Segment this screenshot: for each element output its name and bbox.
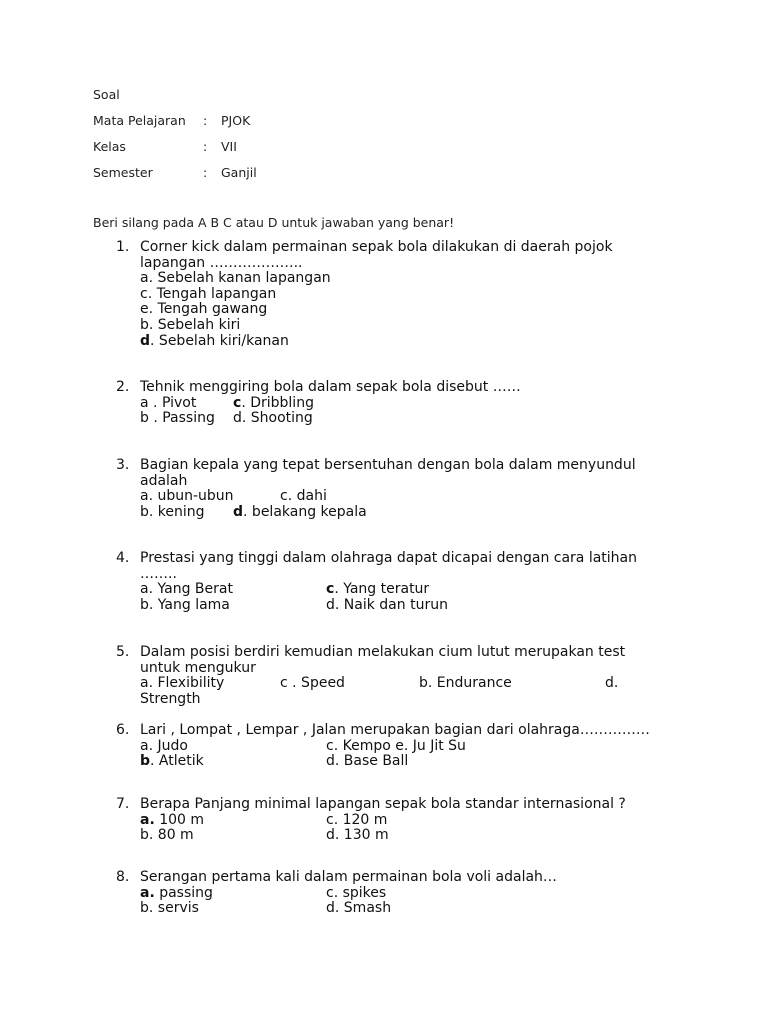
option-c: c. Yang teratur — [326, 581, 430, 598]
field-label: Semester — [93, 165, 153, 180]
option-a: a. Flexibility — [140, 675, 225, 692]
field-label: Mata Pelajaran — [93, 113, 186, 128]
option-e: e. Tengah gawang — [140, 301, 268, 318]
option-c: c. Tengah lapangan — [140, 285, 277, 302]
option-d: d. Shooting — [233, 410, 313, 427]
option-row — [140, 676, 660, 692]
option-row — [140, 813, 660, 829]
option-d: d. Naik dan turun — [326, 596, 448, 613]
option-row — [140, 396, 660, 412]
option-c: c. dahi — [280, 488, 327, 505]
option-b: b. kening — [140, 503, 205, 520]
option-d: d. Sebelah kiri/kanan — [140, 332, 289, 349]
option-row — [140, 754, 660, 770]
question-text: Serangan pertama kali dalam permainan bola voli adalah… — [140, 869, 557, 885]
option-row — [140, 828, 660, 844]
instruction-text: Beri silang pada A B C atau D untuk jawaban yang benar! — [93, 215, 455, 230]
question-number: 5. — [116, 644, 130, 660]
question-text: Dalam posisi berdiri kemudian melakukan cium lutut merupakan test untuk mengukur — [140, 644, 626, 676]
option-b: b . Passing — [140, 410, 215, 427]
question-number: 7. — [116, 796, 130, 812]
option-c: c . Speed — [280, 675, 345, 692]
field-label: Kelas — [93, 139, 126, 154]
field-value: Ganjil — [221, 165, 257, 180]
question-text: Tehnik menggiring bola dalam sepak bola disebut …… — [140, 379, 521, 395]
option-a: a. ubun-ubun — [140, 488, 234, 505]
option-c: c. 120 m — [326, 811, 388, 828]
field-value: PJOK — [221, 113, 251, 128]
option-b: b. Sebelah kiri — [140, 316, 241, 333]
option-d: d. Base Ball — [326, 753, 409, 770]
option-row — [140, 886, 660, 902]
option-row — [140, 411, 660, 427]
option-c: c. spikes — [326, 884, 387, 901]
option-c: c. Kempo e. Ju Jit Su — [326, 737, 466, 754]
question-text: Corner kick dalam permainan sepak bola dilakukan di daerah pojok lapangan ……………….. — [140, 239, 613, 271]
option-row — [140, 901, 660, 917]
field-value: VII — [221, 139, 237, 154]
option-c: c. Dribbling — [233, 394, 314, 411]
option-a: a. passing — [140, 884, 213, 901]
option-d-continued: Strength — [140, 690, 201, 707]
option-row — [140, 582, 660, 598]
option-a: a. Yang Berat — [140, 581, 233, 598]
option-a: a. Sebelah kanan lapangan — [140, 270, 331, 287]
field-colon: : — [203, 139, 208, 154]
question-number: 8. — [116, 869, 130, 885]
option-row — [140, 505, 660, 521]
question-number: 6. — [116, 722, 130, 738]
question-text: Berapa Panjang minimal lapangan sepak bola standar internasional ? — [140, 796, 626, 812]
option-d: d. Smash — [326, 900, 392, 917]
option-b: b. Yang lama — [140, 596, 230, 613]
question-number: 4. — [116, 550, 130, 566]
option-a: a. 100 m — [140, 811, 205, 828]
option-d: d. belakang kepala — [233, 503, 367, 520]
field-colon: : — [203, 165, 208, 180]
option-row — [140, 739, 660, 755]
option-a: a . Pivot — [140, 394, 197, 411]
option-a: a. Judo — [140, 737, 188, 754]
question-number: 3. — [116, 457, 130, 473]
option-row — [140, 598, 660, 614]
question-text: Bagian kepala yang tepat bersentuhan dengan bola dalam menyundul adalah — [140, 457, 636, 489]
option-b: b. 80 m — [140, 827, 194, 844]
document-title: Soal — [93, 87, 120, 102]
question-text: Lari , Lompat , Lempar , Jalan merupakan bagian dari olahraga…………… — [140, 722, 650, 738]
option-b: b. Atletik — [140, 753, 204, 770]
option-d: d. 130 m — [326, 827, 389, 844]
field-colon: : — [203, 113, 208, 128]
option-row — [140, 489, 660, 505]
question-text: Prestasi yang tinggi dalam olahraga dapat dicapai dengan cara latihan …….. — [140, 550, 637, 582]
option-d: d. — [605, 675, 619, 692]
question-number: 2. — [116, 379, 130, 395]
question-number: 1. — [116, 239, 130, 255]
option-b: b. servis — [140, 900, 199, 917]
option-b: b. Endurance — [419, 675, 512, 692]
